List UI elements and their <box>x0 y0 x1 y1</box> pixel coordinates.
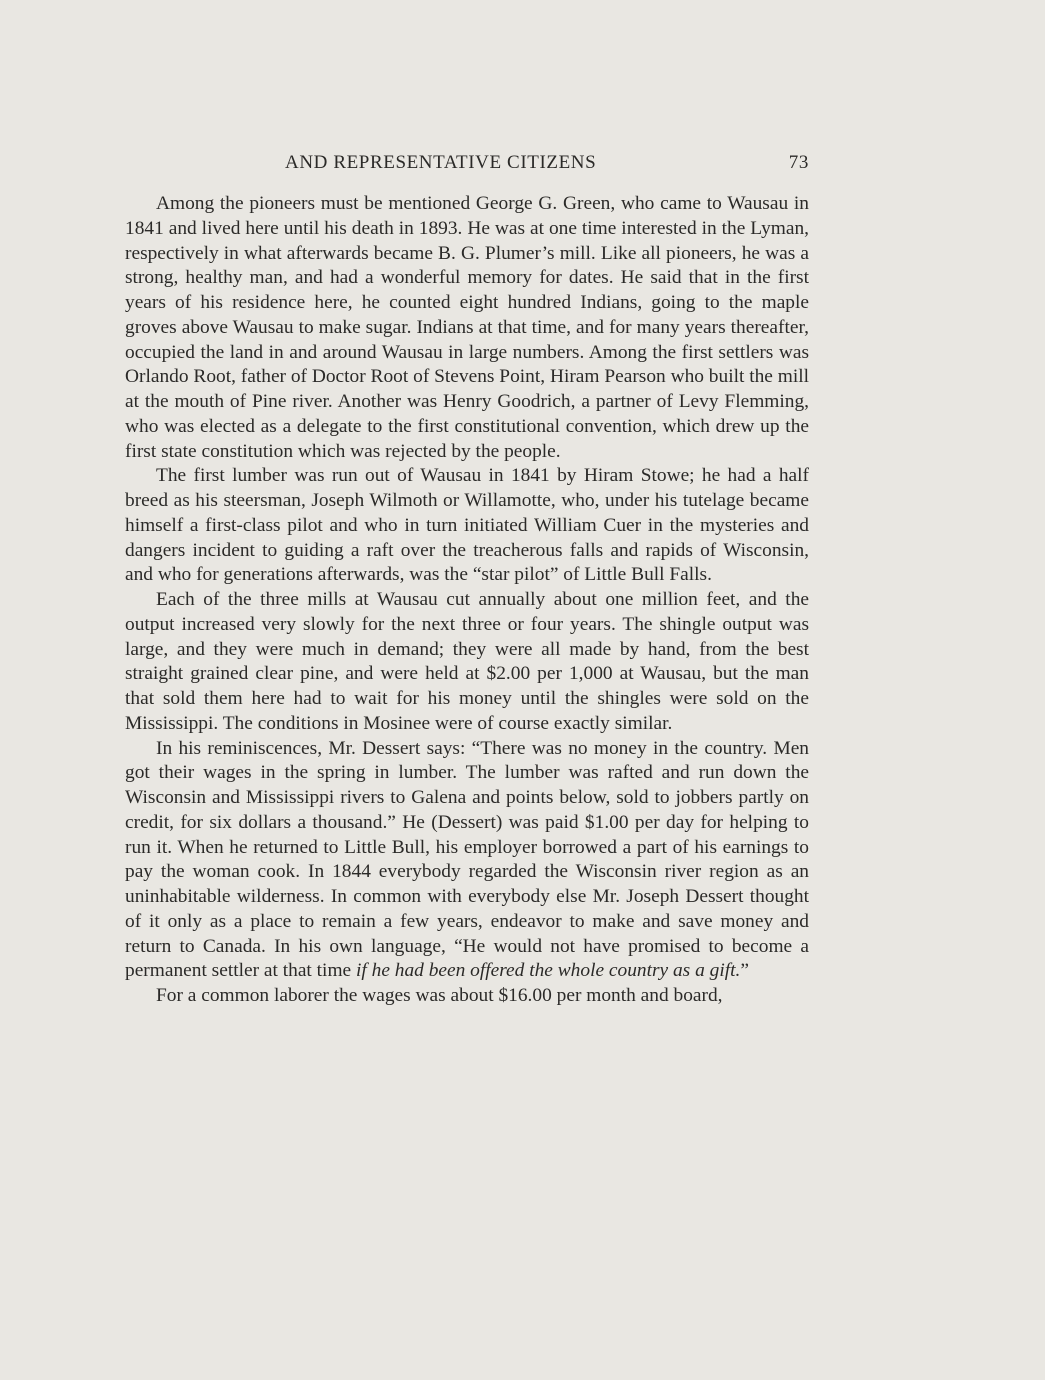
running-title: AND REPRESENTATIVE CITIZENS <box>285 152 597 173</box>
paragraph: Among the pioneers must be mentioned George G. Green, who came to Wausau in 1841 and lived here until his death in 1893. He was at one time interested in the Lyman, respectively in what afterwards became B. G. Plumer’s mill. Like all pioneers, he was a strong, healthy man, and had a wonderful memory for dates. He said that in the first years of his residence here, he counted eight hundred Indians, going to the maple groves above Wausau to make sugar. Indians at that time, and for many years thereafter, occupied the land in and around Wausau in large numbers. Among the first settlers was Orlando Root, father of Doctor Root of Stevens Point, Hiram Pearson who built the mill at the mouth of Pine river. Another was Henry Goodrich, a partner of Levy Flemming, who was elected as a delegate to the first constitutional convention, which drew up the first state constitution which was rejected by the people. <box>125 193 809 462</box>
closing-quote: ” <box>740 960 749 982</box>
italic-quote: if he had been offered the whole country as a gift. <box>356 960 741 982</box>
paragraph: For a common laborer the wages was about $16.00 per month and board, <box>156 985 723 1006</box>
running-header <box>125 152 809 180</box>
paragraph-text: In his reminiscences, Mr. Dessert says: “There was no money in the country. Men got their wages in the spring in lumber. The lumber was rafted and run down the Wisconsin and Mississippi rivers to Galena and points below, sold to jobbers partly on credit, for six dollars a thousand.” He (Dessert) was paid $1.00 per day for helping to run it. When he returned to Little Bull, his employer borrowed a part of his earnings to pay the woman cook. In 1844 everybody regarded the Wisconsin river region as an uninhabitable wilderness. In common with everybody else Mr. Joseph Dessert thought of it only as a place to remain a few years, endeavor to make and save money and return to Canada. In his own language, “He would not have promised to become a permanent settler at that time <box>125 737 809 982</box>
paragraph: Each of the three mills at Wausau cut annually about one million feet, and the output increased very slowly for the next three or four years. The shingle output was large, and they were much in demand; they were all made by hand, from the best straight grained clear pine, and were held at $2.00 per 1,000 at Wausau, but the man that sold them here had to wait for his money until the shingles were sold on the Mississippi. The conditions in Mosinee were of course exactly similar. <box>125 589 809 734</box>
paragraph: The first lumber was run out of Wausau in 1841 by Hiram Stowe; he had a half breed as his steersman, Joseph Wilmoth or Willamotte, who, under his tutelage became himself a first-class pilot and who in turn initiated William Cuer in the mysteries and dangers incident to guiding a raft over the treacherous falls and rapids of Wisconsin, and who for generations afterwards, was the “star pilot” of Little Bull Falls. <box>125 465 809 586</box>
paragraph <box>125 737 809 985</box>
body-text <box>125 192 809 1009</box>
page-number: 73 <box>788 152 809 173</box>
